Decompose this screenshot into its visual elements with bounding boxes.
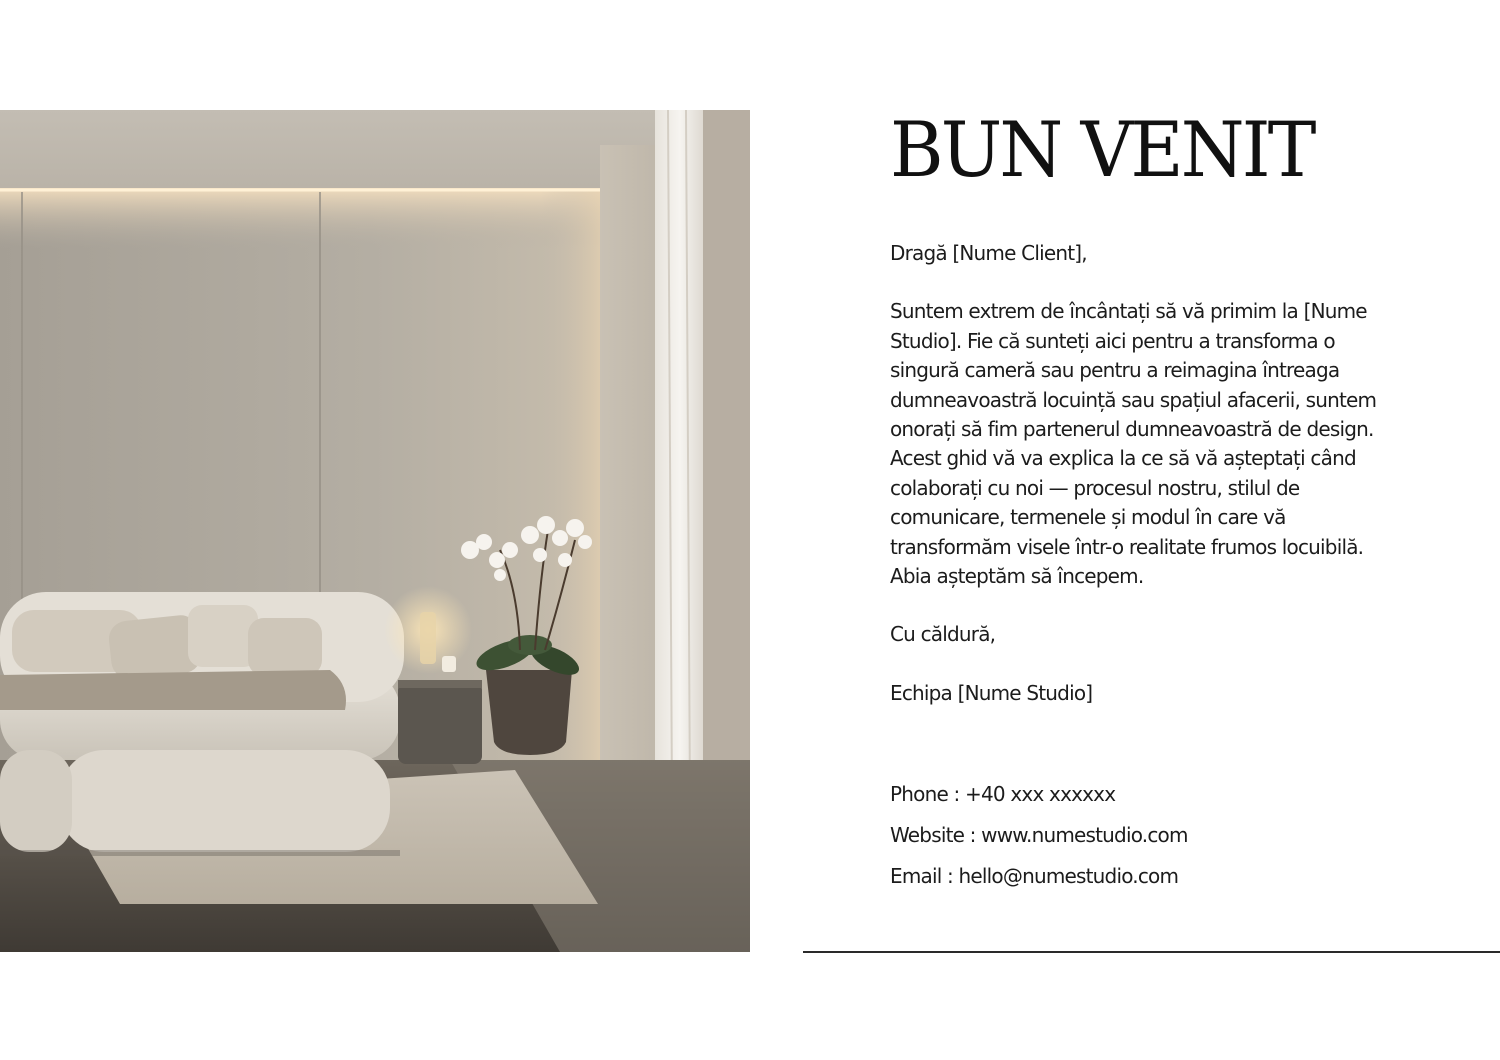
signature: Echipa [Nume Studio] [890, 680, 1093, 705]
welcome-letter [890, 105, 1410, 708]
bedroom-photo [0, 110, 750, 952]
salutation: Dragă [Nume Client], [890, 241, 1087, 265]
contact-info [890, 780, 1188, 903]
letter-body: Suntem extrem de încântați să vă primim la [Nume Studio]. Fie că sunteți aici pentru a transforma o singură cameră sau pentru a reimagina întreaga dumneavoastră locuință sau spațiul afacerii, suntem onorați să fim partenerul dumneavoastră de design. Acest ghid vă va explica la ce să vă așteptați când colaborați cu noi — procesul nostru, stilul de comunicare, termenele și modul în care vă transformăm visele într-o realitate frumos locuibilă. Abia așteptăm să începem. [890, 299, 1377, 589]
contact-email[interactable]: Email : hello@numestudio.com [890, 864, 1179, 888]
page-title: BUN VENIT [890, 105, 1314, 194]
contact-phone: Phone : +40 xxx xxxxxx [890, 782, 1116, 806]
contact-website[interactable]: Website : www.numestudio.com [890, 823, 1188, 847]
bottom-divider [803, 951, 1500, 953]
closing: Cu căldură, [890, 622, 996, 647]
